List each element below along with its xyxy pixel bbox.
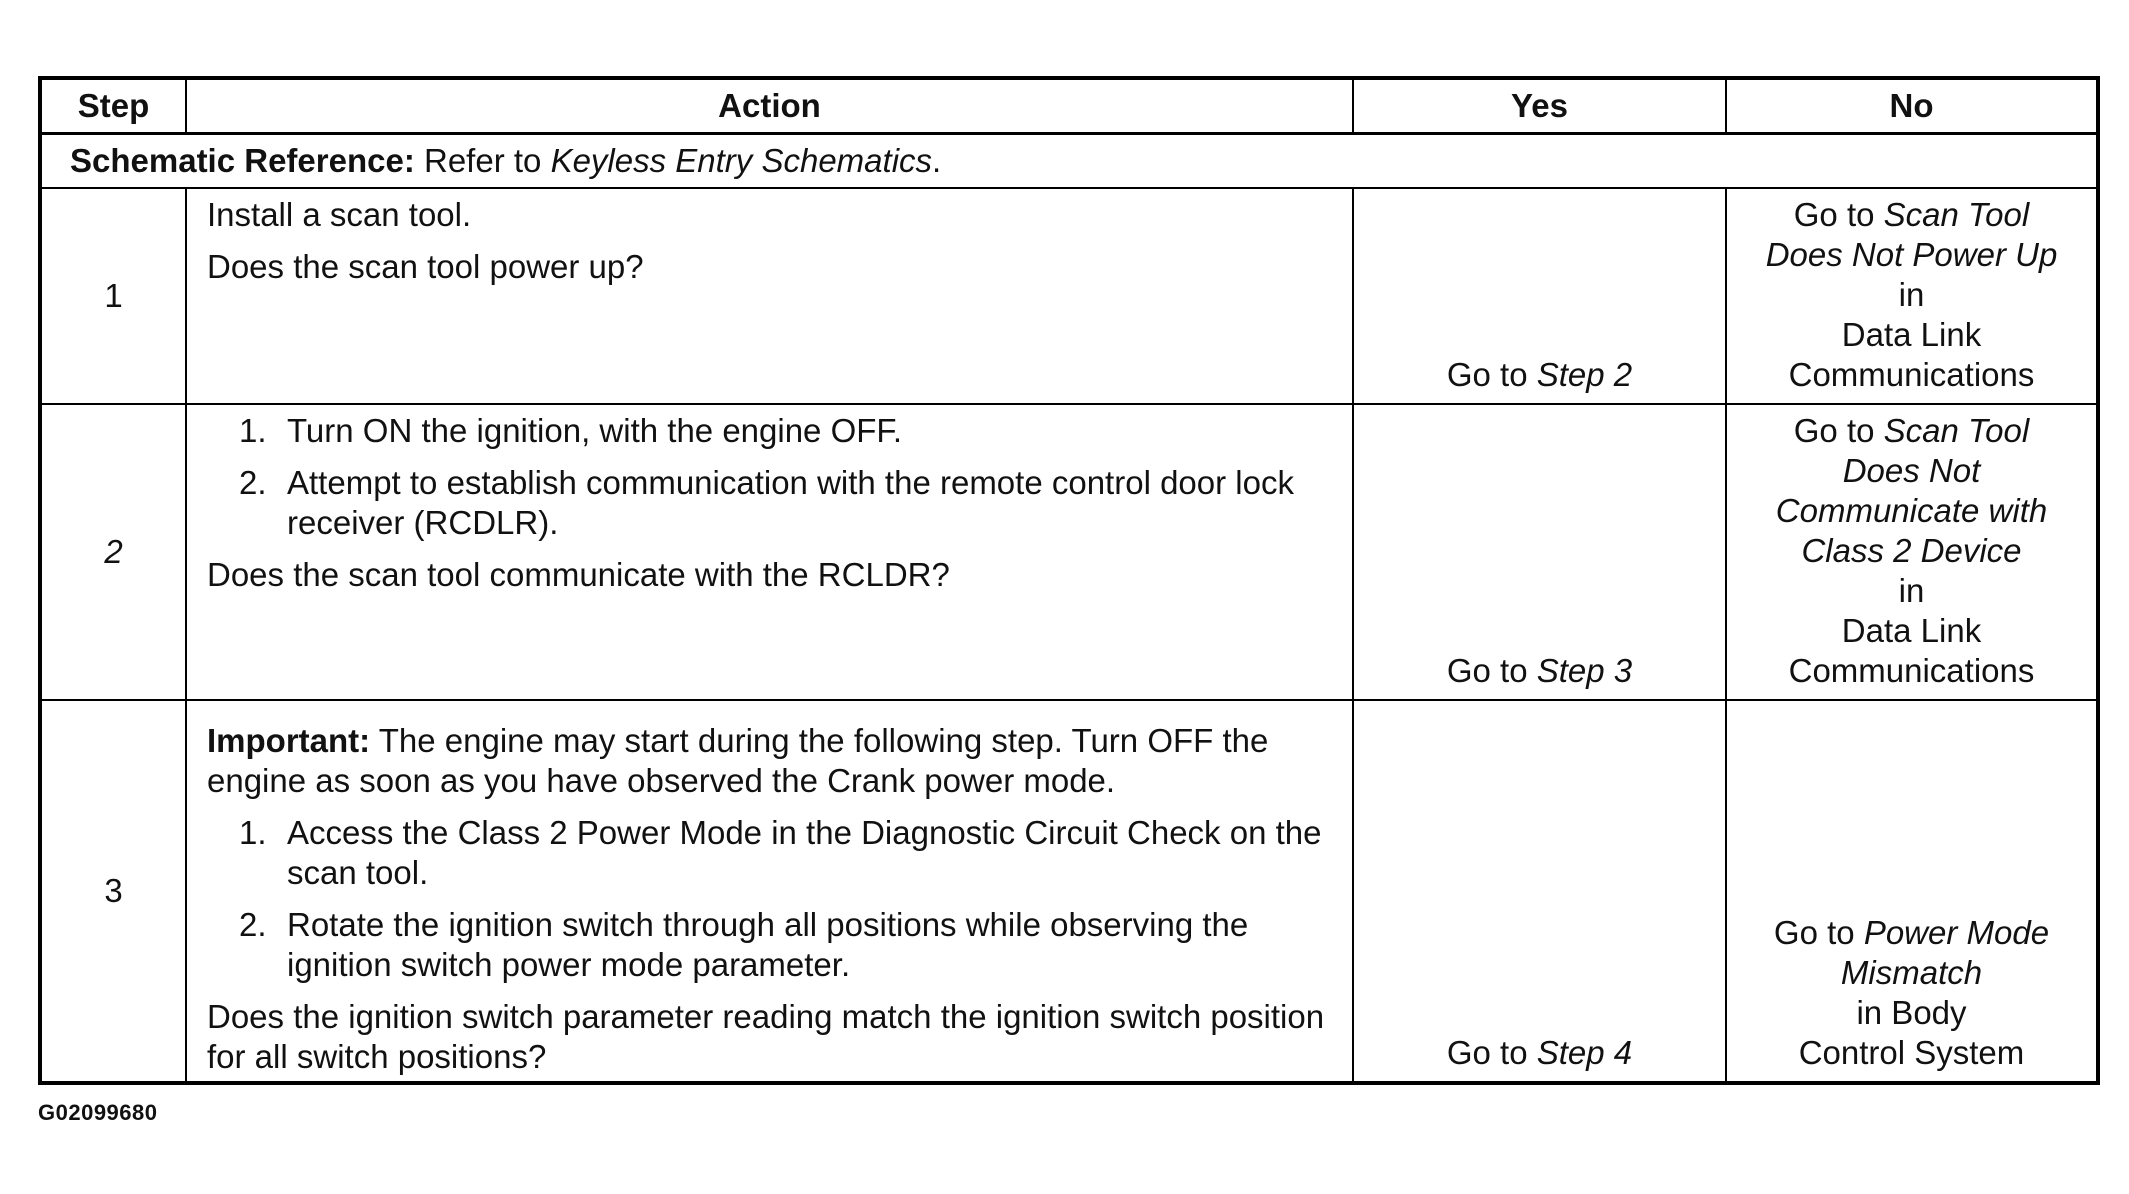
no-in: in Body: [1856, 994, 1967, 1031]
no-section: Data Link: [1841, 316, 1982, 353]
item-number: 2.: [239, 906, 267, 943]
action-list: [207, 813, 1326, 985]
no-link: Power Mode: [1863, 914, 2050, 951]
header-row: [40, 78, 2098, 134]
action-list: [207, 411, 1326, 543]
schematic-reference: [40, 134, 2098, 189]
action-list-item: [207, 463, 1326, 543]
important-note: [207, 721, 1326, 801]
item-text: Turn ON the ignition, with the engine OFF.: [287, 412, 903, 449]
no-link: Scan Tool: [1883, 412, 2030, 449]
action-question: Does the scan tool communicate with the RCLDR?: [207, 556, 950, 593]
item-text: Rotate the ignition switch through all positions while observing the ignition switch power mode parameter.: [287, 906, 1249, 983]
action-cell: [186, 700, 1353, 1083]
item-text: Access the Class 2 Power Mode in the Diagnostic Circuit Check on the scan tool.: [287, 814, 1322, 891]
yes-cell: [1353, 188, 1726, 404]
action-question: Does the ignition switch parameter reading match the ignition switch position for all switch positions?: [207, 998, 1325, 1075]
no-prefix: Go to: [1773, 914, 1864, 951]
no-link: Communicate with: [1775, 492, 2048, 529]
schematic-reference-label: Schematic Reference:: [70, 142, 415, 179]
action-line: Install a scan tool.: [207, 196, 472, 233]
yes-step-link: Step 2: [1536, 356, 1633, 393]
figure-id: G02099680: [38, 1100, 158, 1125]
action-list-item: [207, 813, 1326, 893]
yes-cell: [1353, 404, 1726, 700]
no-link: Mismatch: [1840, 954, 1983, 991]
step-number: 3: [40, 700, 186, 1083]
no-cell: [1726, 188, 2098, 404]
item-text: Attempt to establish communication with the remote control door lock receiver (RCDLR).: [287, 464, 1294, 541]
action-list-item: [207, 905, 1326, 985]
no-section: Communications: [1788, 356, 2035, 393]
schematic-reference-end: .: [932, 142, 942, 179]
no-in: in: [1898, 572, 1925, 609]
no-in: in: [1898, 276, 1925, 313]
action-question: Does the scan tool power up?: [207, 248, 644, 285]
schematic-reference-link: Keyless Entry Schematics: [550, 142, 933, 179]
action-list-item: [207, 411, 1326, 451]
no-section: Communications: [1788, 652, 2035, 689]
no-link: Does Not: [1842, 452, 1981, 489]
step-number: 2: [40, 404, 186, 700]
yes-cell: [1353, 700, 1726, 1083]
yes-step-link: Step 3: [1536, 652, 1633, 689]
no-section: Data Link: [1841, 612, 1982, 649]
item-number: 2.: [239, 464, 267, 501]
no-link: Scan Tool: [1883, 196, 2030, 233]
no-section: Control System: [1798, 1034, 2025, 1071]
header-yes: Yes: [1353, 78, 1726, 134]
item-number: 1.: [239, 412, 267, 449]
schematic-reference-text: Refer to: [414, 142, 551, 179]
no-cell: [1726, 700, 2098, 1083]
table-row: [40, 188, 2098, 404]
important-text: The engine may start during the following step. Turn OFF the engine as soon as you have observed the Crank power mode.: [207, 722, 1269, 799]
diagnostic-table: [38, 76, 2100, 1085]
no-prefix: Go to: [1793, 412, 1884, 449]
header-no: No: [1726, 78, 2098, 134]
no-cell: [1726, 404, 2098, 700]
table-row: [40, 700, 2098, 1083]
no-link: Class 2 Device: [1801, 532, 2022, 569]
important-label: Important:: [207, 722, 371, 759]
header-action: Action: [186, 78, 1353, 134]
action-cell: [186, 188, 1353, 404]
yes-prefix: Go to: [1446, 652, 1537, 689]
yes-prefix: Go to: [1446, 1034, 1537, 1071]
action-cell: [186, 404, 1353, 700]
item-number: 1.: [239, 814, 267, 851]
yes-step-link: Step 4: [1536, 1034, 1633, 1071]
yes-prefix: Go to: [1446, 356, 1537, 393]
no-prefix: Go to: [1793, 196, 1884, 233]
schematic-reference-row: [40, 134, 2098, 189]
no-link: Does Not Power Up: [1765, 236, 2058, 273]
header-step: Step: [40, 78, 186, 134]
step-number: 1: [40, 188, 186, 404]
table-row: [40, 404, 2098, 700]
